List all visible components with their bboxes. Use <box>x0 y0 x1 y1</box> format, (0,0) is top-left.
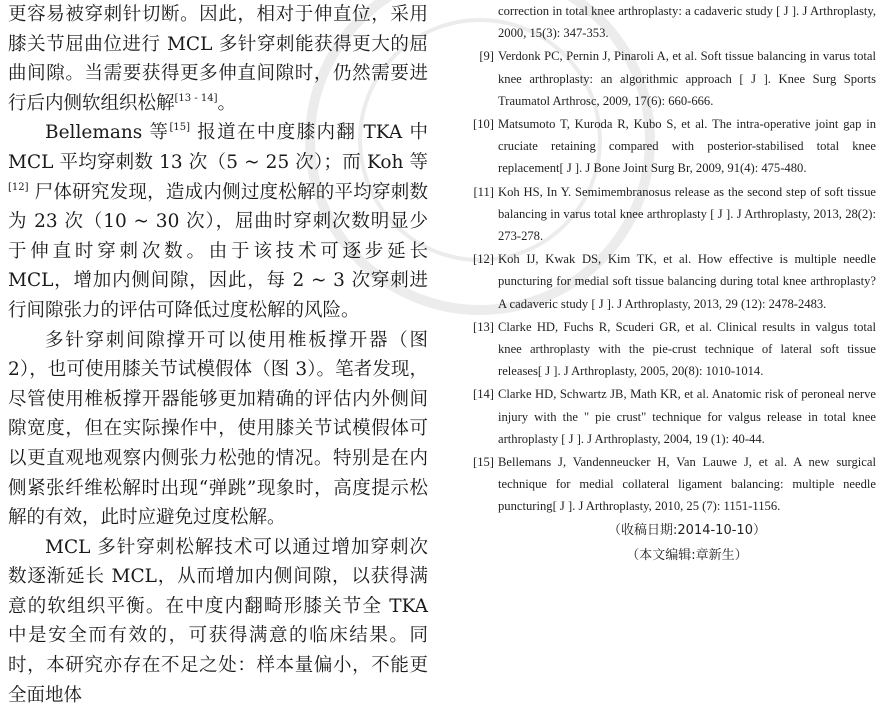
body-paragraph <box>8 326 428 533</box>
reference-number: [12] <box>473 252 494 267</box>
body-paragraph <box>8 0 428 118</box>
paragraph-text: 多针穿刺间隙撑开可以使用椎板撑开器（图 2），也可使用膝关节试模假体（图 3）。笔者发现，尽管使用椎板撑开器能够更加精确的评估内外侧间隙宽度，但在实际操作中，使用膝关节试模假体可以更直观地观察内侧张力松弛的情况。特别是在内侧紧张纤维松解时出现“弹跳”现象时，高度提示松解的有效，此时应避免过度松解。 <box>8 329 428 529</box>
reference-item <box>458 451 876 518</box>
reference-text: Bellemans J, Vandenneucker H, Van Lauwe J, et al. A new surgical technique for medial collateral ligament balancing: multiple needle puncturing[ J ]. J Arthroplasty, 2010, 25 (7): 1151-1156. <box>498 455 876 514</box>
paragraph-text: 报道在中度膝内翻 TKA 中 MCL 平均穿刺数 13 次（5 ~ 25 次）；而 Koh 等 <box>8 122 428 173</box>
received-date: （收稿日期:2014-10-10） <box>608 522 766 538</box>
reference-item <box>458 316 876 383</box>
reference-text: correction in total knee arthroplasty: a cadaveric study [ J ]. J Arthroplasty, 2000, 15(3): 347-353. <box>498 4 876 41</box>
paragraph-text: 更容易被穿刺针切断。因此，相对于伸直位，采用膝关节屈曲位进行 MCL 多针穿刺能获得更大的屈曲间隙。当需要获得更多伸直间隙时，仍然需要进行后内侧软组织松解 <box>8 4 428 114</box>
reference-list <box>458 0 876 568</box>
body-paragraph <box>8 118 428 325</box>
reference-text: Clarke HD, Schwartz JB, Math KR, et al. Anatomic risk of peroneal nerve injury with the " pie crust" technique for valgus release in total knee arthroplasty [ J ]. J Arthroplasty, 2004, 19 (1): 40-44. <box>498 387 876 446</box>
citation-marker: [12] <box>8 181 29 193</box>
reference-text: Clarke HD, Fuchs R, Scuderi GR, et al. Clinical results in valgus total knee arthroplasty with the pie-crust technique of lateral soft tissue releases[ J ]. J Arthroplasty, 2005, 20(8): 1010-1014. <box>498 319 876 379</box>
editor-credit: （本文编辑:章新生） <box>626 547 748 563</box>
reference-text: Matsumoto T, Kuroda R, Kubo S, et al. The intra-operative joint gap in cruciate retaining compared with posterior-stabilised total knee replacement[ J ]. J Bone Joint Surg Br, 2009, 91(4): 475-480. <box>498 117 876 176</box>
reference-item <box>458 181 876 248</box>
paragraph-text: Bellemans 等 <box>45 122 170 144</box>
reference-number: [14] <box>473 387 494 402</box>
citation-marker: [15] <box>169 122 190 134</box>
reference-item <box>458 383 876 450</box>
paragraph-text: MCL 多针穿刺松解技术可以通过增加穿刺次数逐渐延长 MCL，从而增加内侧间隙，以获得满意的软组织平衡。在中度内翻畸形膝关节全 TKA 中是安全而有效的，可获得满意的临床结果。同时，本研究亦存在不足之处：样本量偏小，不能更全面地体 <box>8 536 428 706</box>
reference-text: Verdonk PC, Pernin J, Pinaroli A, et al. Soft tissue balancing in varus total knee arthroplasty: an algorithmic approach [ J ]. Knee Surg Sports Traumatol Arthrosc, 2009, 17(6): 660-666. <box>498 49 876 108</box>
reference-item <box>458 0 876 44</box>
body-text-column <box>8 0 428 710</box>
reference-number: [13] <box>473 319 494 334</box>
reference-text: Koh HS, In Y. Semimembranosus release as the second step of soft tissue balancing in varus total knee arthroplasty [ J ]. J Arthroplasty, 2013, 28(2): 273-278. <box>498 184 876 244</box>
reference-number: [15] <box>473 455 494 470</box>
citation-marker: [13 - 14] <box>174 92 218 104</box>
body-paragraph <box>8 533 428 710</box>
reference-number: [11] <box>473 184 494 199</box>
paragraph-text: 。 <box>217 92 237 114</box>
reference-item <box>458 45 876 112</box>
reference-text: Koh IJ, Kwak DS, Kim TK, et al. How effective is multiple needle puncturing for medial soft tissue balancing during total knee arthroplasty? A cadaveric study [ J ]. J Arthroplasty, 2013, 29 (12): 2478-2483. <box>498 252 876 311</box>
paragraph-text: 尸体研究发现，造成内侧过度松解的平均穿刺数为 23 次（10 ~ 30 次），屈曲时穿刺次数明显少于伸直时穿刺次数。由于该技术可逐步延长 MCL，增加内侧间隙，因此，每 2 ~ 3 次穿刺进行间隙张力的评估可降低过度松解的风险。 <box>8 181 428 321</box>
reference-item <box>458 248 876 315</box>
reference-number: [9] <box>479 49 494 64</box>
reference-item <box>458 113 876 180</box>
reference-number: [10] <box>473 117 494 132</box>
